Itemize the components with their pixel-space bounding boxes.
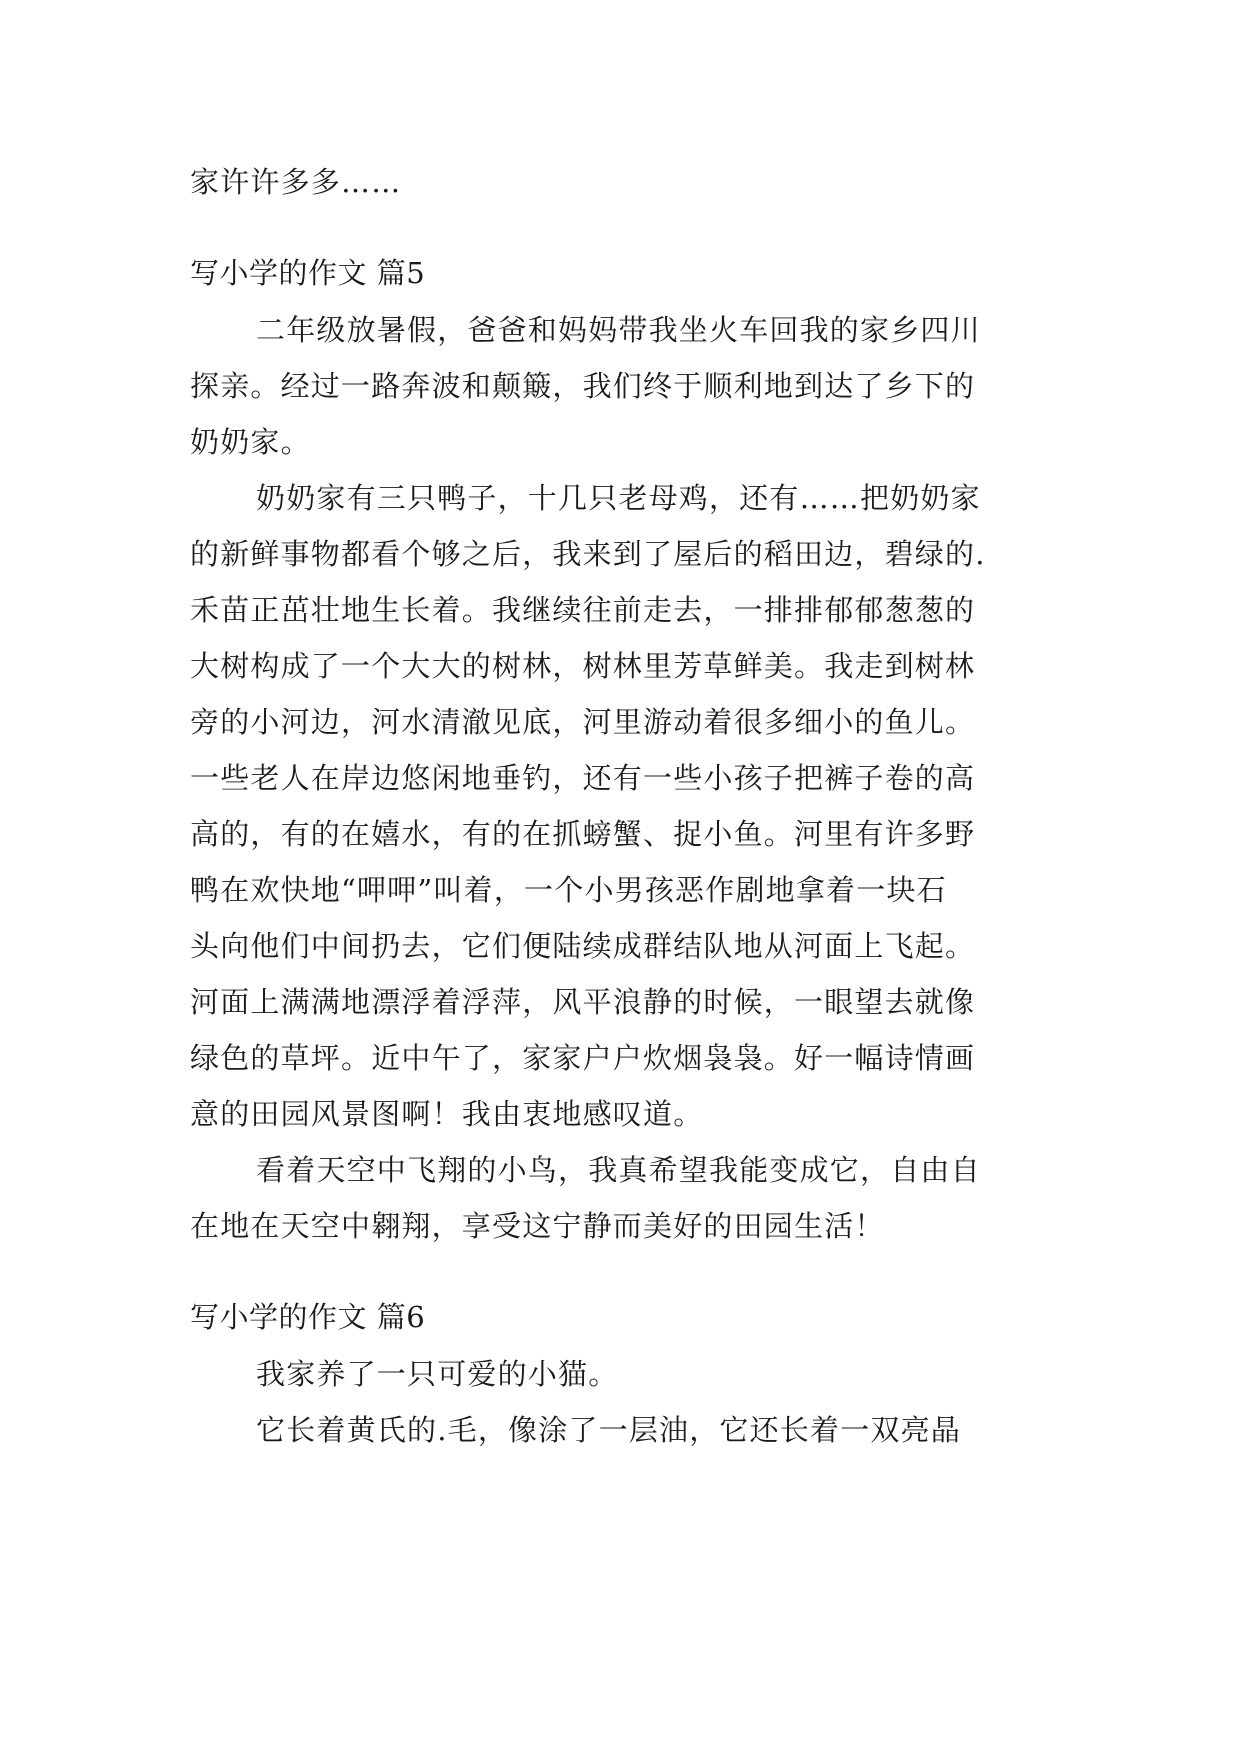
paragraph-line: 河面上满满地漂浮着浮萍，风平浪静的时候，一眼望去就像 xyxy=(190,985,976,1019)
section-heading: 写小学的作文 篇6 xyxy=(190,1300,426,1334)
paragraph-line: 一些老人在岸边悠闲地垂钓，还有一些小孩子把裤子卷的高 xyxy=(190,761,976,795)
paragraph-line: 它长着黄氏的.毛，像涂了一层油，它还长着一双亮晶 xyxy=(256,1413,962,1447)
paragraph-line: 奶奶家有三只鸭子，十几只老母鸡，还有……把奶奶家 xyxy=(256,481,981,515)
paragraph-line: 绿色的草坪。近中午了，家家户户炊烟袅袅。好一幅诗情画 xyxy=(190,1041,976,1075)
paragraph-line: 鸭在欢快地“呷呷”叫着，一个小男孩恶作剧地拿着一块石 xyxy=(190,873,947,907)
paragraph-line: 家许许多多…… xyxy=(190,165,402,199)
paragraph-line: 意的田园风景图啊！我由衷地感叹道。 xyxy=(190,1097,704,1131)
paragraph-line: 禾苗正茁壮地生长着。我继续往前走去，一排排郁郁葱葱的 xyxy=(190,593,976,627)
section-heading: 写小学的作文 篇5 xyxy=(190,256,426,290)
paragraph-line: 头向他们中间扔去，它们便陆续成群结队地从河面上飞起。 xyxy=(190,929,976,963)
paragraph-line: 旁的小河边，河水清澈见底，河里游动着很多细小的鱼儿。 xyxy=(190,705,976,739)
paragraph-line: 二年级放暑假，爸爸和妈妈带我坐火车回我的家乡四川 xyxy=(256,313,981,347)
paragraph-line: 在地在天空中翱翔，享受这宁静而美好的田园生活！ xyxy=(190,1209,885,1243)
paragraph-line: 奶奶家。 xyxy=(190,425,311,459)
paragraph-line: 高的，有的在嬉水，有的在抓螃蟹、捉小鱼。河里有许多野 xyxy=(190,817,976,851)
paragraph-line: 看着天空中飞翔的小鸟，我真希望我能变成它，自由自 xyxy=(256,1153,981,1187)
paragraph-line: 的新鲜事物都看个够之后，我来到了屋后的稻田边，碧绿的. xyxy=(190,537,986,571)
paragraph-line: 大树构成了一个大大的树林，树林里芳草鲜美。我走到树林 xyxy=(190,649,976,683)
paragraph-line: 探亲。经过一路奔波和颠簸，我们终于顺利地到达了乡下的 xyxy=(190,369,976,403)
paragraph-line: 我家养了一只可爱的小猫。 xyxy=(256,1357,619,1391)
